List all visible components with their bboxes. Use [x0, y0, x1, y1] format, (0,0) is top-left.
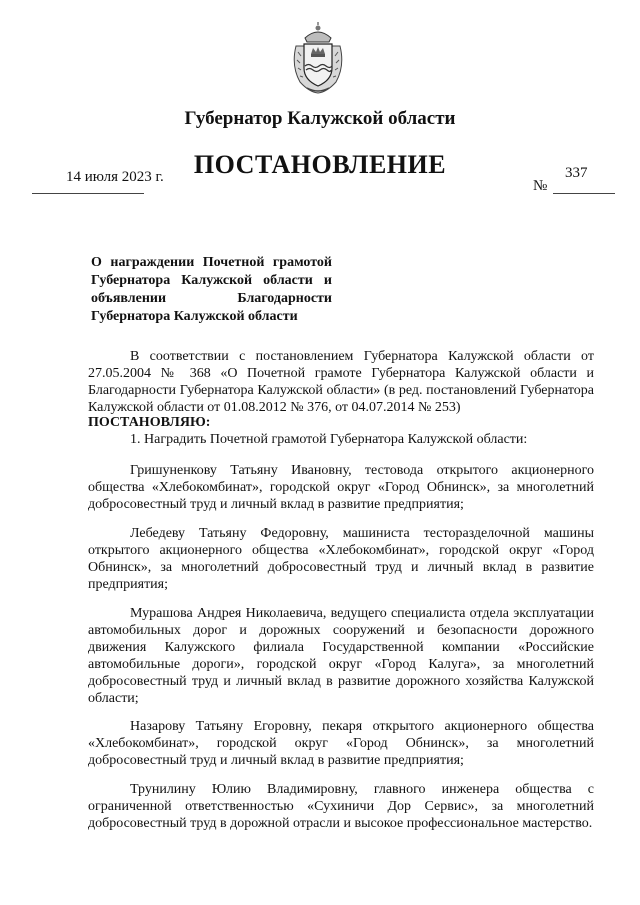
decree-heading: ПОСТАНОВЛЯЮ:: [88, 415, 211, 430]
date-underline: [32, 193, 144, 194]
awardee-paragraph: Назарову Татьяну Егоровну, пекаря открытого акционерного общества «Хлебокомбинат», городской округ «Город Обнинск», за многолетний добросовестный труд и личный вклад в развитие предприятия;: [88, 719, 594, 768]
issuing-authority: Губернатор Калужской области: [184, 108, 456, 129]
document-number: 337: [565, 165, 588, 181]
item-1-text: 1. Наградить Почетной грамотой Губернатора Калужской области:: [130, 432, 528, 447]
document-subject: О награждении Почетной грамотой Губернатора Калужской области и объявлении Благодарности Губернатора Калужской области: [91, 255, 332, 324]
kaluga-coat-of-arms-icon: [291, 22, 345, 94]
number-underline: [553, 193, 615, 194]
awardee-paragraph: Лебедеву Татьяну Федоровну, машиниста тесторазделочной машины открытого акционерного общества «Хлебокомбинат», городской округ «Город Обнинск», за многолетний добросовестный труд и личный вклад в развитие предприятия;: [88, 526, 594, 592]
awardee-paragraph: Трунилину Юлию Владимировну, главного инженера общества с ограниченной ответственностью «Сухиничи Дор Сервис», за многолетний добросовестный труд в дорожной отрасли и высокое профессиональное мастерство.: [88, 782, 594, 831]
number-sign: №: [533, 178, 548, 194]
document-type-title: ПОСТАНОВЛЕНИЕ: [193, 150, 447, 179]
document-date: 14 июля 2023 г.: [66, 169, 164, 185]
preamble-paragraph: В соответствии с постановлением Губернатора Калужской области от 27.05.2004 № 368 «О Почетной грамоте Губернатора Калужской области и Благодарности Губернатора Калужской области» (в ред. постановлений Губернатора Калужской области от 01.08.2012 № 376, от 04.07.2014 № 253): [88, 349, 594, 415]
awardee-paragraph: Гришуненкову Татьяну Ивановну, тестовода открытого акционерного общества «Хлебокомбинат», городской округ «Город Обнинск», за многолетний добросовестный труд и личный вклад в развитие предприятия;: [88, 463, 594, 512]
awardee-paragraph: Мурашова Андрея Николаевича, ведущего специалиста отдела эксплуатации автомобильных дорог и дорожных сооружений и безопасности дорожного движения Калужского филиала Государственной компании «Российские автомобильные дороги», городской округ «Город Калуга», за многолетний добросовестный труд и личный вклад в развитие дорожного хозяйства Калужской области;: [88, 606, 594, 706]
